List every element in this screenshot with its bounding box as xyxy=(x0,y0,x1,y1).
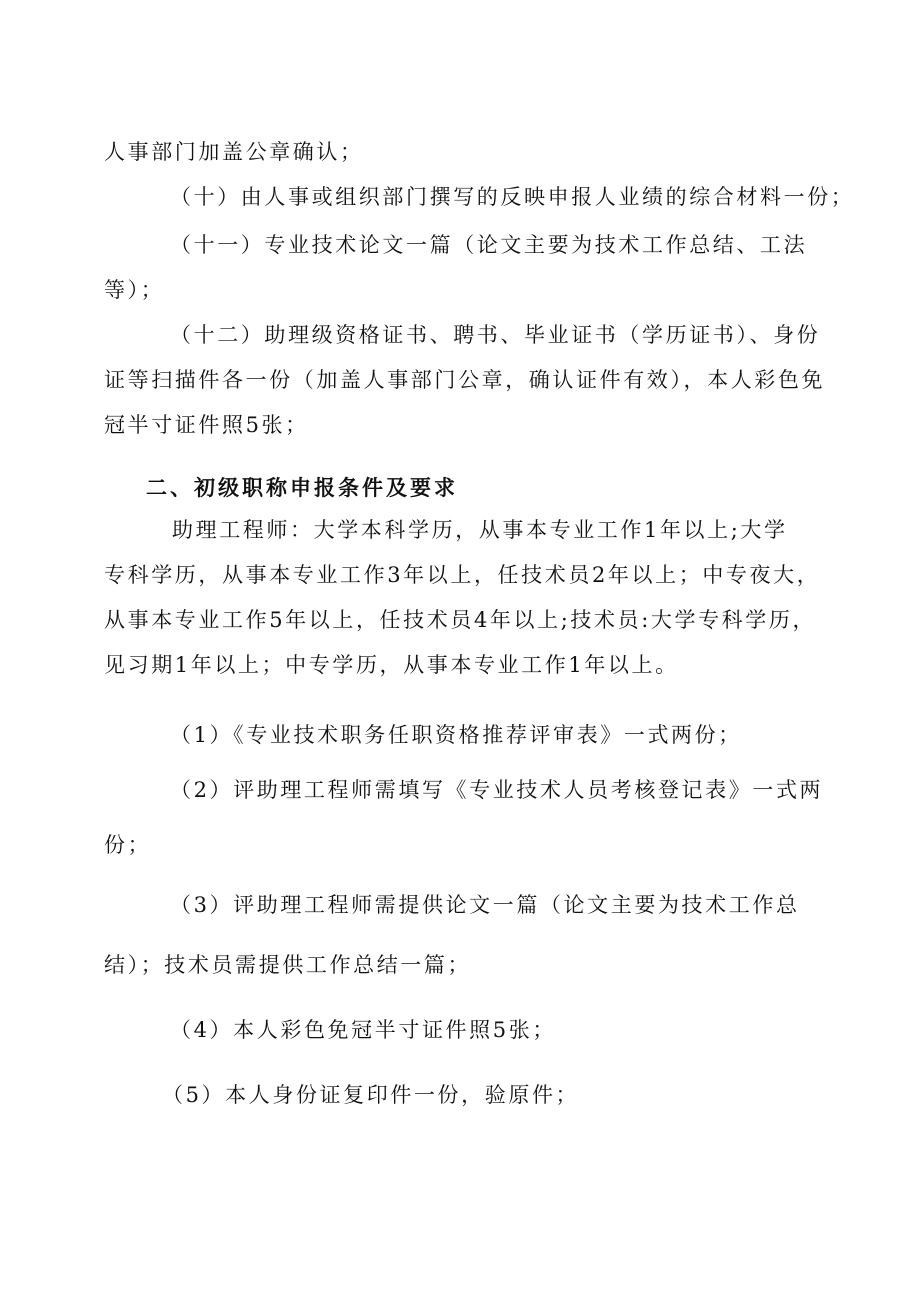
paragraph-line: （十一）专业技术论文一篇（论文主要为技术工作总结、工法 xyxy=(170,233,808,257)
list-item-cont: 结）；技术员需提供工作总结一篇； xyxy=(104,953,472,977)
paragraph-line: 人事部门加盖公章确认； xyxy=(104,140,364,164)
paragraph-line: 证等扫描件各一份（加盖人事部门公章，确认证件有效），本人彩色免 xyxy=(104,368,826,392)
list-item: （5）本人身份证复印件一份，验原件； xyxy=(162,1083,580,1107)
list-item: （1）《专业技术职务任职资格推荐评审表》一式两份； xyxy=(170,723,742,747)
section-heading: 二、初级职称申报条件及要求 xyxy=(146,476,458,500)
paragraph-line: 专科学历，从事本专业工作3年以上，任技术员2年以上；中专夜大， xyxy=(104,563,821,587)
paragraph-line: 等）； xyxy=(104,278,165,302)
list-item: （3）评助理工程师需提供论文一篇（论文主要为技术工作总 xyxy=(170,893,800,917)
paragraph-line: 冠半寸证件照5张； xyxy=(104,413,309,437)
paragraph-line: 从事本专业工作5年以上，任技术员4年以上;技术员:大学专科学历， xyxy=(104,608,817,632)
list-item: （2）评助理工程师需填写《专业技术人员考核登记表》一式两 xyxy=(170,778,824,802)
paragraph-line: 见习期1年以上；中专学历，从事本专业工作1年以上。 xyxy=(104,653,679,677)
paragraph-line: （十）由人事或组织部门撰写的反映申报人业绩的综合材料一份； xyxy=(170,185,855,209)
list-item-cont: 份； xyxy=(104,833,152,857)
paragraph-line: 助理工程师：大学本科学历，从事本专业工作1年以上;大学 xyxy=(172,518,788,542)
paragraph-line: （十二）助理级资格证书、聘书、毕业证书（学历证书）、身份 xyxy=(170,323,821,347)
list-item: （4）本人彩色免冠半寸证件照5张； xyxy=(170,1018,556,1042)
